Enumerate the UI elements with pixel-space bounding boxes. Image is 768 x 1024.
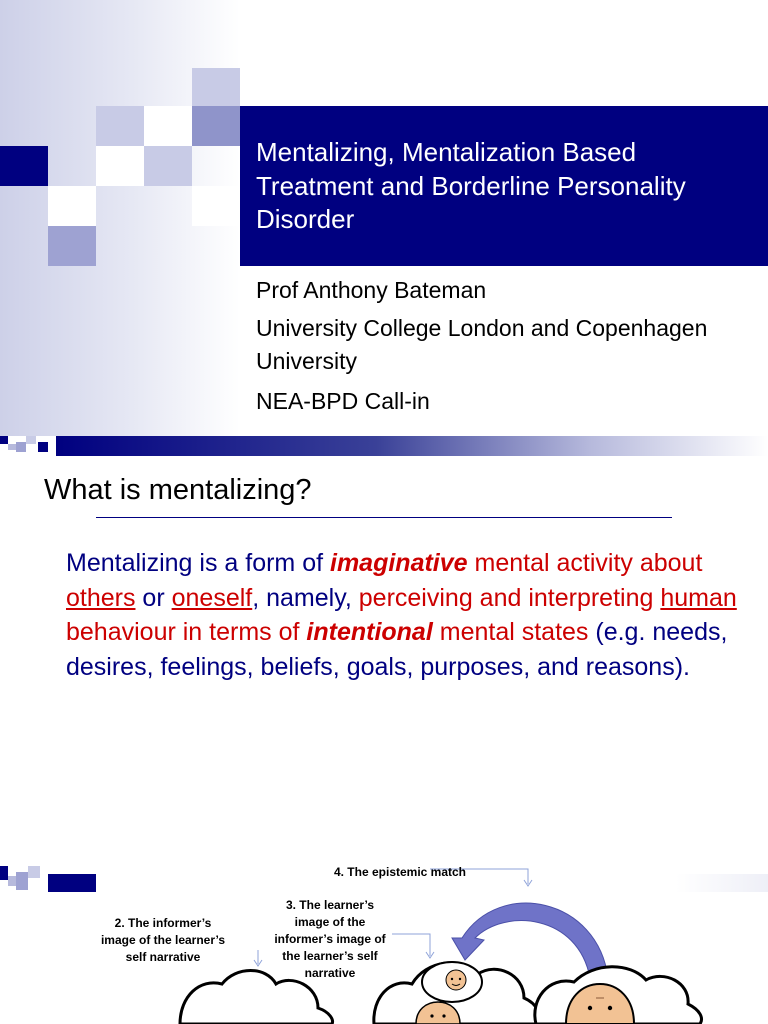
emphasis-intentional: intentional	[306, 618, 433, 646]
text-segment: behaviour in terms of	[66, 618, 307, 646]
heading-underline	[96, 517, 672, 518]
event-name: NEA-BPD Call-in	[256, 388, 430, 414]
square-lavender	[192, 106, 240, 146]
eye	[459, 978, 461, 980]
eye	[442, 1014, 445, 1017]
affiliation: University College London and Copenhagen University	[256, 315, 708, 374]
square-navy	[38, 442, 48, 452]
underlined-others: others	[66, 583, 136, 612]
eye	[608, 1006, 612, 1010]
square-navy	[0, 146, 48, 186]
square-light	[192, 68, 240, 106]
square-navy	[0, 436, 8, 444]
text-segment: perceiving and interpreting	[358, 583, 661, 612]
text-segment: (e.g. needs, desires, feelings, beliefs, goals, purposes, and reasons).	[66, 618, 728, 681]
text-segment: , namely,	[252, 583, 359, 612]
eye	[588, 1006, 592, 1010]
slide-heading: What is mentalizing?	[44, 474, 312, 506]
square-light	[144, 146, 192, 186]
divider-bar	[56, 436, 768, 456]
square-white	[144, 106, 192, 146]
title-slide	[0, 0, 768, 456]
square-light	[96, 106, 144, 146]
square-lavender	[16, 442, 26, 452]
label-learner-image: 3. The learner’s image of the informer’s image of the learner’s self narrative	[274, 898, 386, 980]
square-lavender	[48, 226, 96, 266]
underlined-human: human	[660, 583, 737, 612]
connector-line	[392, 934, 430, 956]
emphasis-imaginative: imaginative	[330, 549, 468, 577]
definition-paragraph	[66, 546, 756, 684]
eye	[451, 978, 453, 980]
epistemic-match-slide	[0, 848, 768, 1024]
presenter-name: Prof Anthony Bateman	[256, 277, 487, 303]
text-segment: Mentalizing is a form of	[66, 549, 330, 577]
text-segment: mental activity about	[467, 549, 703, 577]
square-white	[192, 186, 240, 226]
slide-title: Mentalizing, Mentalization Based Treatment and Borderline Personality Disorder	[256, 137, 686, 234]
label-informer-image: 2. The informer’s image of the learner’s self narrative	[100, 916, 226, 964]
text-segment: mental states	[432, 618, 589, 646]
underlined-oneself: oneself	[171, 583, 253, 612]
square-white	[48, 186, 96, 226]
square-white	[96, 146, 144, 186]
label-epistemic-match: 4. The epistemic match	[333, 865, 467, 879]
square-light	[26, 436, 36, 444]
definition-slide	[0, 456, 768, 848]
epistemic-match-arrow	[452, 903, 608, 978]
text-segment: or	[135, 583, 172, 612]
small-face-icon	[446, 970, 466, 990]
square-light	[8, 444, 16, 450]
eye	[430, 1014, 433, 1017]
